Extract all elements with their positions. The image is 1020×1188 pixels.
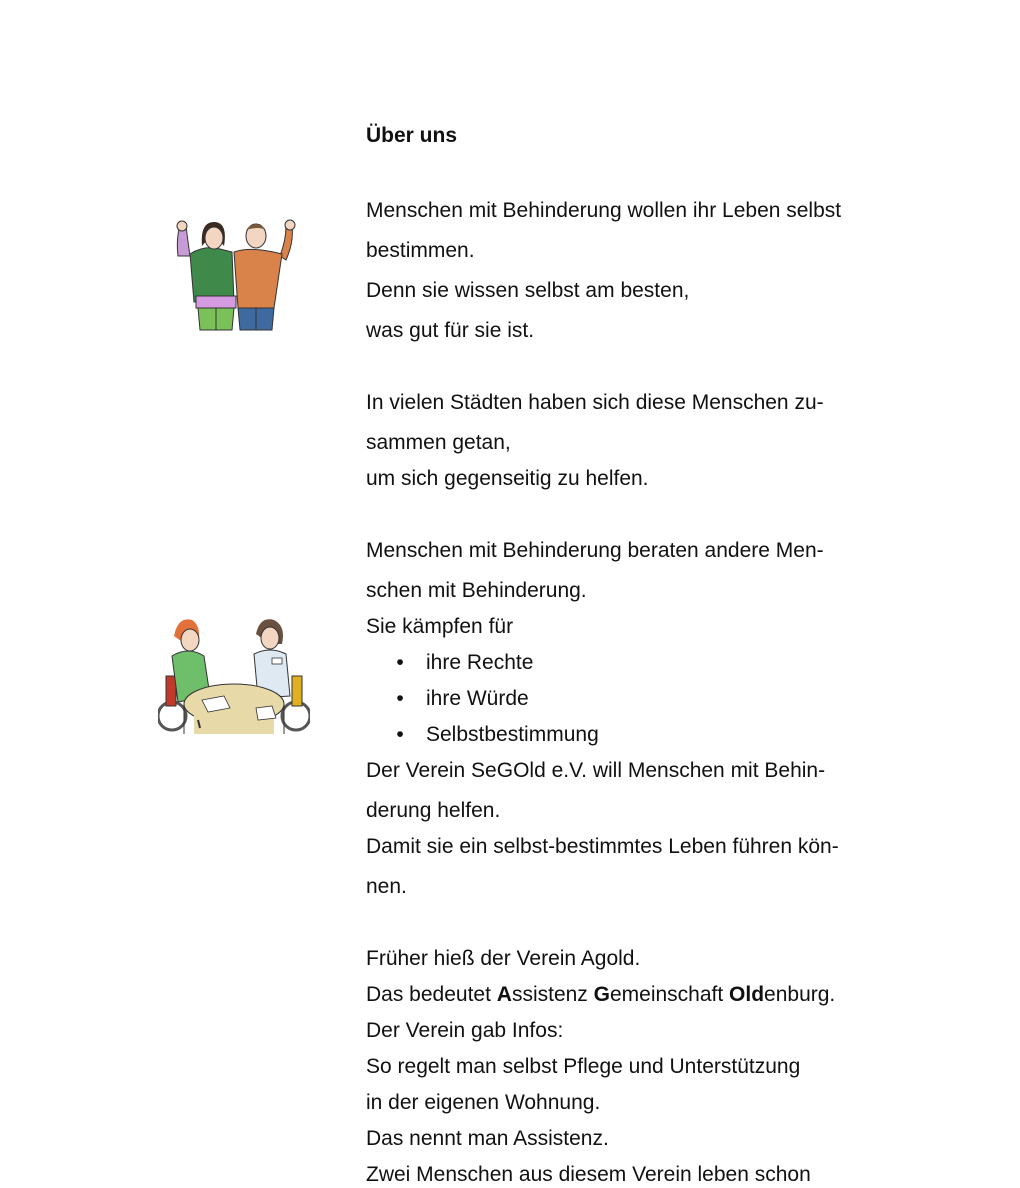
text-line: Früher hieß der Verein Agold. [366, 947, 641, 970]
text-line: nen. [366, 875, 407, 898]
wheelchair-counselling-icon [158, 616, 310, 734]
bullet-mark: • [396, 687, 404, 710]
text-line: Denn sie wissen selbst am besten, [366, 279, 690, 302]
text-line: was gut für sie ist. [366, 319, 535, 342]
bullet-item [366, 722, 599, 748]
page-title: Über uns [366, 124, 458, 147]
text-line: um sich gegenseitig zu helfen. [366, 467, 649, 490]
text-line: In vielen Städten haben sich diese Menschen zu- [366, 391, 824, 414]
text-line: Menschen mit Behinderung wollen ihr Leben selbst [366, 199, 842, 222]
text-line: Der Verein SeGOld e.V. will Menschen mit Behin- [366, 759, 826, 782]
text-line: Sie kämpfen für [366, 615, 514, 638]
text-line: Der Verein gab Infos: [366, 1019, 564, 1042]
text-line: Zwei Menschen aus diesem Verein leben schon [366, 1163, 811, 1186]
text-part: emeinschaft [609, 983, 730, 1006]
bullet-mark: • [396, 651, 404, 674]
bullet-mark: • [396, 723, 404, 746]
text-line: Damit sie ein selbst-bestimmtes Leben führen kön- [366, 835, 839, 858]
text-line: schen mit Behinderung. [366, 579, 587, 602]
bullet-text: ihre Würde [426, 687, 529, 710]
text-part: Das bedeutet [366, 983, 497, 1006]
bullet-item [366, 650, 534, 676]
bullet-item [366, 686, 529, 712]
text-line: Menschen mit Behinderung beraten andere Men- [366, 539, 824, 562]
two-people-flexing-icon [168, 216, 308, 332]
acronym-letter: Old [729, 983, 765, 1006]
text-part: enburg. [764, 983, 836, 1006]
text-line: bestimmen. [366, 239, 475, 262]
bullet-text: Selbstbestimmung [426, 723, 599, 746]
text-line: So regelt man selbst Pflege und Unterstützung [366, 1055, 801, 1078]
text-line: sammen getan, [366, 431, 511, 454]
text-part: ssistenz [511, 983, 594, 1006]
text-line: Das nennt man Assistenz. [366, 1127, 609, 1150]
text-line: in der eigenen Wohnung. [366, 1091, 601, 1114]
text-line: derung helfen. [366, 799, 501, 822]
text-line-acronym [366, 982, 835, 1008]
acronym-letter: A [496, 983, 512, 1006]
acronym-letter: G [593, 983, 610, 1006]
bullet-text: ihre Rechte [426, 651, 534, 674]
